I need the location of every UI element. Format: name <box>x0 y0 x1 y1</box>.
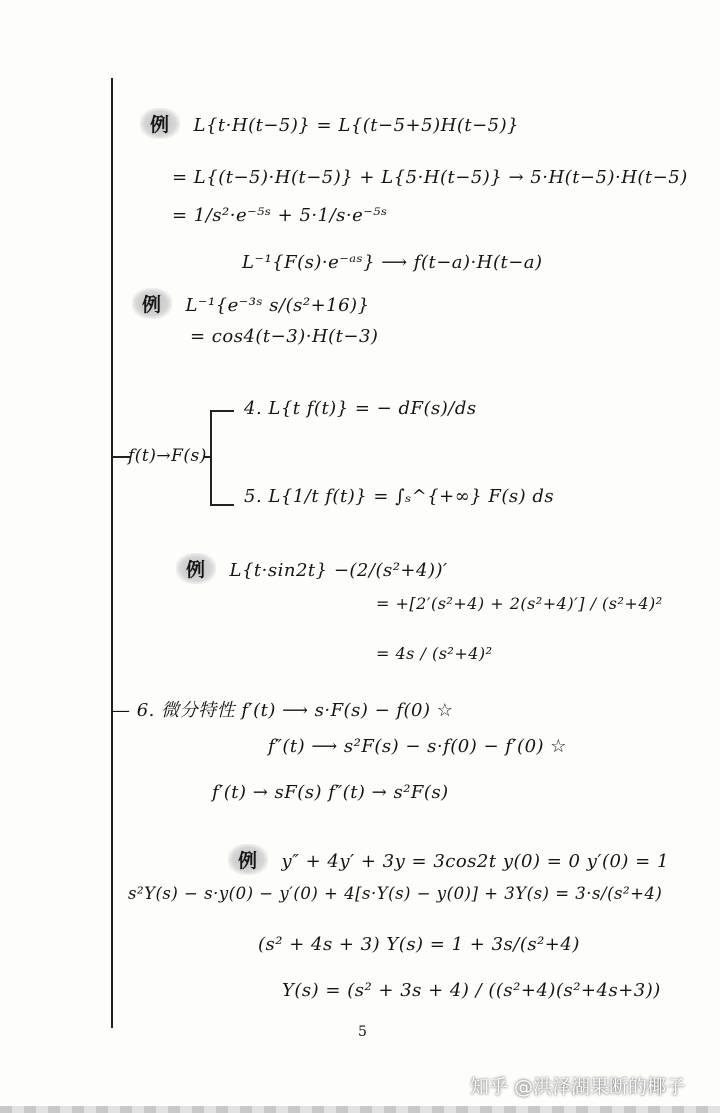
branch-bracket <box>210 410 234 506</box>
example-3-line <box>176 553 448 584</box>
formula-line-12: = 4s / (s²+4)² <box>376 644 493 663</box>
transform-pair-label: f(t)→F(s) <box>128 446 207 466</box>
formula-line-14 <box>268 736 567 757</box>
formula-line-17: s²Y(s) − s·y(0) − y′(0) + 4[s·Y(s) − y(0)] + 3Y(s) = 3·s/(s²+4) <box>128 884 663 903</box>
formula-text: f″(t) ⟶ s²F(s) − s·f(0) − f′(0) <box>268 736 545 757</box>
property-4-line: 4. L{t f(t)} = − dF(s)/ds <box>244 398 477 419</box>
page-number: 5 <box>358 1024 367 1040</box>
formula-line-18: (s² + 4s + 3) Y(s) = 1 + 3s/(s²+4) <box>258 934 580 955</box>
example-1-line <box>140 108 519 139</box>
example-4-line <box>228 844 669 875</box>
star-icon: ☆ <box>550 736 567 757</box>
example-label: 例 <box>228 844 268 875</box>
formula-line-11: = +[2′(s²+4) + 2(s²+4)′] / (s²+4)² <box>376 594 663 613</box>
formula-text: y″ + 4y′ + 3y = 3cos2t y(0) = 0 y′(0) = 1 <box>281 851 669 872</box>
property-5-line: 5. L{1/t f(t)} = ∫ₛ^{+∞} F(s) ds <box>244 486 555 507</box>
formula-line-4: L⁻¹{F(s)·e⁻ᵃˢ} ⟶ f(t−a)·H(t−a) <box>242 252 543 273</box>
example-label: 例 <box>132 288 172 319</box>
example-label: 例 <box>176 553 216 584</box>
formula-text: L{t·sin2t} −(2/(s²+4))′ <box>229 560 448 581</box>
example-label: 例 <box>140 108 180 139</box>
example-2-line <box>132 288 370 319</box>
formula-line-15: f′(t) → sF(s) f″(t) → s²F(s) <box>212 782 449 803</box>
formula-text: — 6. 微分特性 f′(t) ⟶ s·F(s) − f(0) <box>112 700 431 721</box>
formula-text: L{t·H(t−5)} = L{(t−5+5)H(t−5)} <box>193 115 520 136</box>
formula-line-3: = 1/s²·e⁻⁵ˢ + 5·1/s·e⁻⁵ˢ <box>172 205 388 226</box>
watermark: 知乎 @洪泽湖果断的椰子 <box>470 1076 686 1098</box>
formula-line-19: Y(s) = (s² + 3s + 4) / ((s²+4)(s²+4s+3)) <box>282 980 661 1001</box>
margin-line <box>111 78 113 1028</box>
scan-bottom-edge <box>0 1106 720 1113</box>
formula-line-6: = cos4(t−3)·H(t−3) <box>190 326 379 347</box>
formula-line-2: = L{(t−5)·H(t−5)} + L{5·H(t−5)} → 5·H(t−5)·H(t−5) <box>172 167 688 188</box>
formula-text: L⁻¹{e⁻³ˢ s/(s²+16)} <box>185 295 370 316</box>
star-icon: ☆ <box>436 700 454 721</box>
property-6-line <box>112 696 453 722</box>
